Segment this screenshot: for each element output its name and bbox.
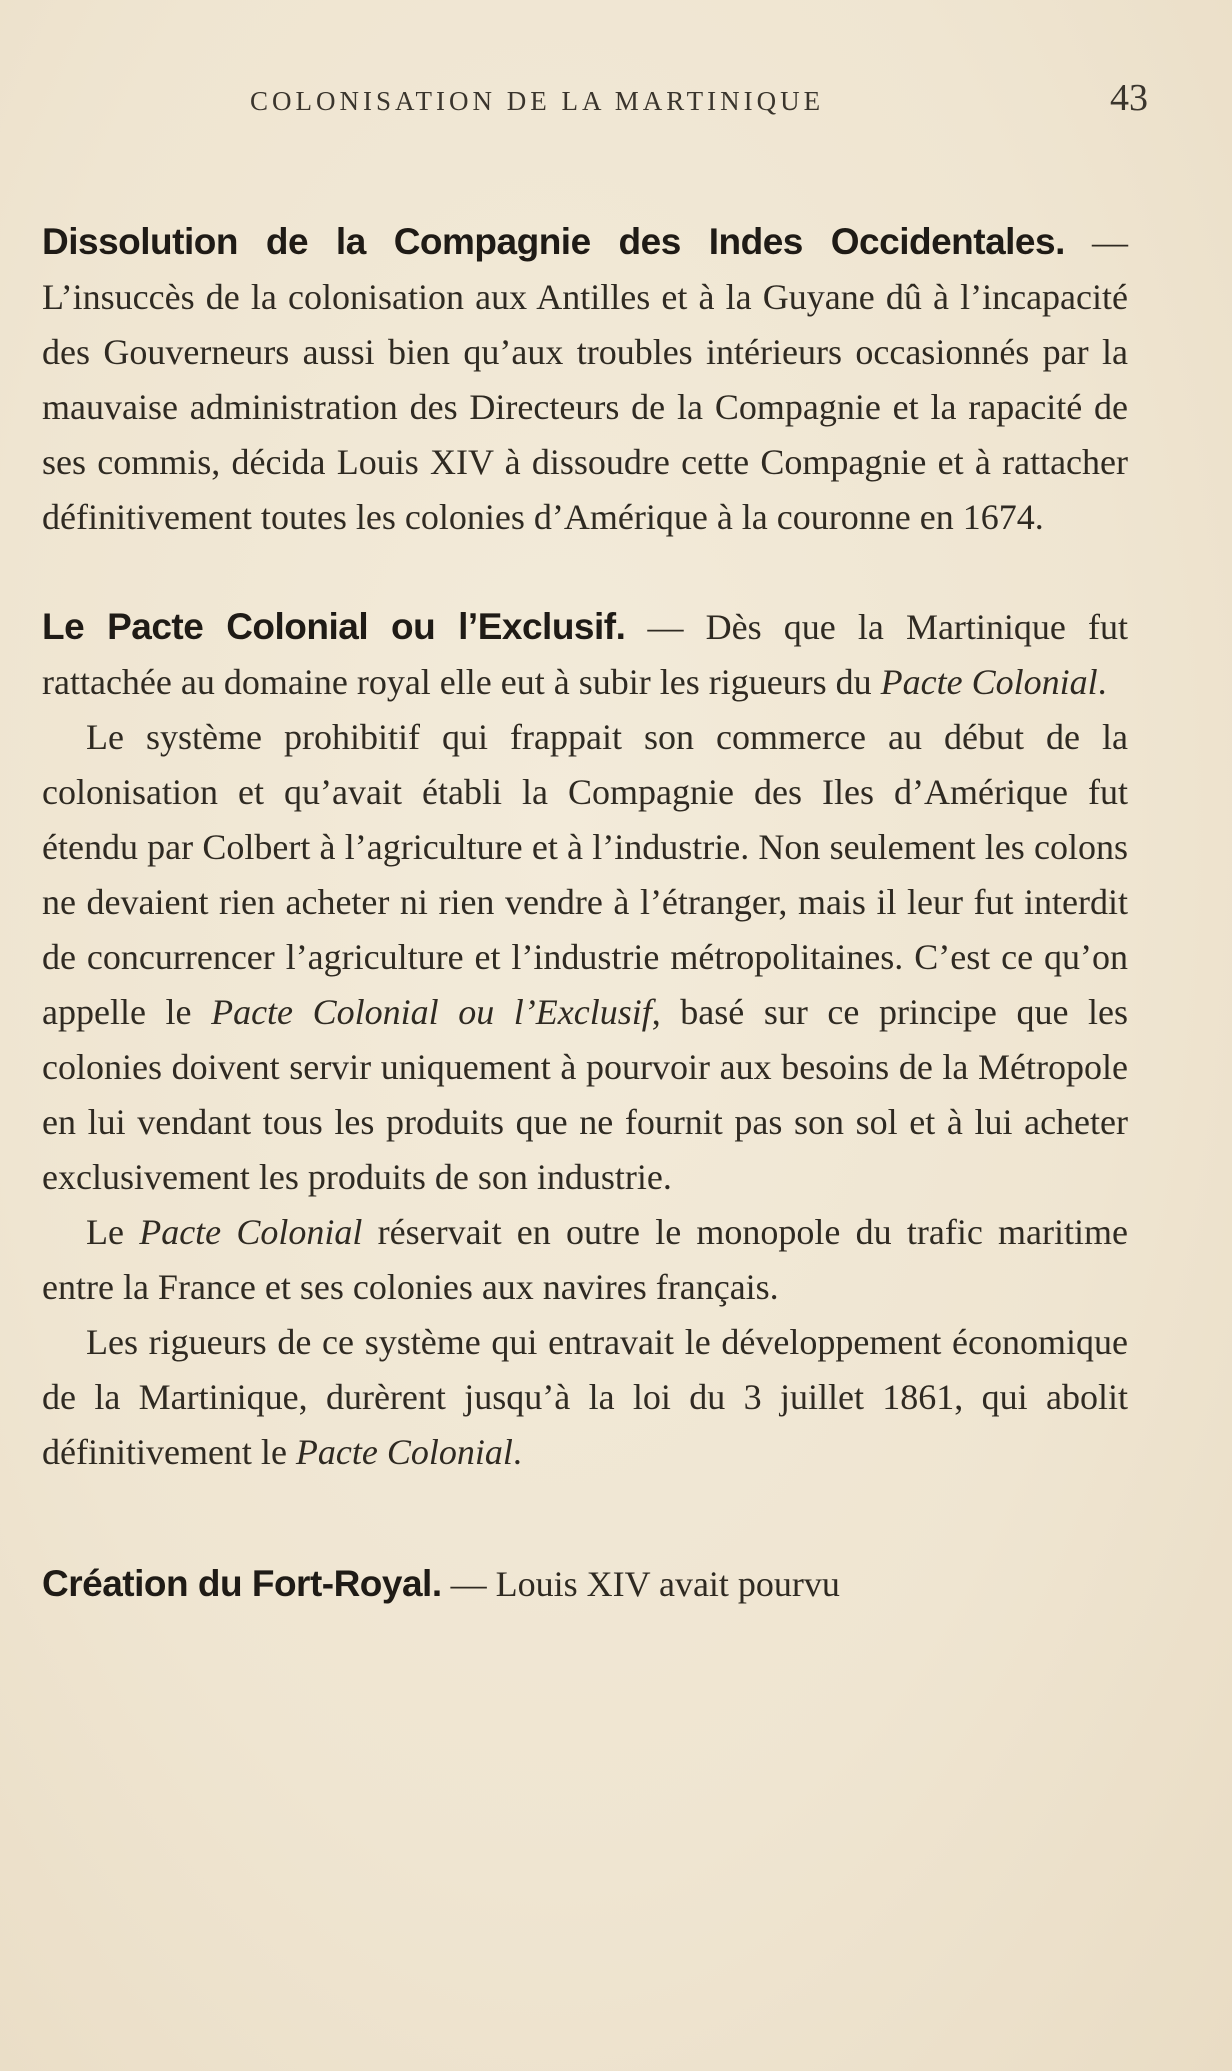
section-heading-pacte: Le Pacte Colonial ou l’Exclusif.: [42, 606, 626, 647]
paragraph-monopole: [42, 1205, 1128, 1315]
paragraph-dissolution: [42, 214, 1128, 545]
italic-term: Pacte Colonial: [295, 1432, 513, 1472]
paragraph-end: .: [1097, 662, 1107, 702]
running-title: COLONISATION DE LA MARTINIQUE: [250, 86, 825, 116]
paragraph-text: Louis XIV avait pourvu: [495, 1564, 840, 1604]
page-number: 43: [1110, 77, 1148, 119]
running-header: [42, 70, 1148, 130]
paragraph-rigueurs: [42, 1315, 1128, 1480]
section-heading-dissolution: Dissolution de la Compagnie des Indes Occidentales.: [42, 221, 1065, 262]
italic-term: Pacte Colonial: [880, 662, 1098, 702]
paragraph-text: réservait en outre le monopole du trafic maritime entre la France et ses colonies aux navires français.: [42, 1212, 1128, 1307]
heading-dash: —: [441, 1564, 496, 1604]
italic-term: Pacte Colonial ou l’Exclusif: [211, 992, 652, 1032]
paragraph-text: Les rigueurs de ce système qui entravait le développement économique de la Martinique, durèrent jusqu’à la loi du 3 juillet 1861, qui abolit définitivement le: [42, 1322, 1128, 1472]
paragraph-text: Le système prohibitif qui frappait son commerce au début de la colonisation et qu’avait établi la Compagnie des Iles d’Amérique fut étendu par Colbert à l’agriculture et à l’industrie. Non seulement les colons ne devaient rien acheter ni rien vendre à l’étranger, mais il leur fut interdit de concurrencer l’agriculture et l’industrie métropolitaines. C’est ce qu’on appelle le: [42, 717, 1128, 1032]
heading-dash: —: [625, 607, 706, 647]
paragraph-text: Le: [86, 1212, 140, 1252]
section-heading-fort-royal: Création du Fort-Royal.: [42, 1563, 442, 1604]
heading-dash: —: [1064, 222, 1128, 262]
italic-term: Pacte Colonial: [139, 1212, 363, 1252]
paragraph-text: Dès que la Martinique fut rattachée au domaine royal elle eut à subir les rigueurs du: [42, 607, 1129, 702]
paragraph-text: L’insuccès de la colonisation aux Antilles et à la Guyane dû à l’incapacité des Gouverneurs aussi bien qu’aux troubles intérieurs occasionnés par la mauvaise administration des Directeurs de la Compagnie et la rapacité de ses commis, décida Louis XIV à dissoudre cette Compagnie et à rattacher définitivement toutes les colonies d’Amérique à la couronne en 1674.: [42, 277, 1128, 537]
paragraph-text: , basé sur ce principe que les colonies doivent servir uniquement à pourvoir aux besoins de la Métropole en lui vendant tous les produits que ne fournit pas son sol et à lui acheter exclusivement les produits de son industrie.: [42, 992, 1129, 1197]
paragraph-pacte-colonial: [42, 599, 1128, 710]
paragraph-systeme-prohibitif: [42, 710, 1128, 1205]
paragraph-end: .: [512, 1432, 522, 1472]
paragraph-fort-royal: [42, 1556, 1128, 1612]
